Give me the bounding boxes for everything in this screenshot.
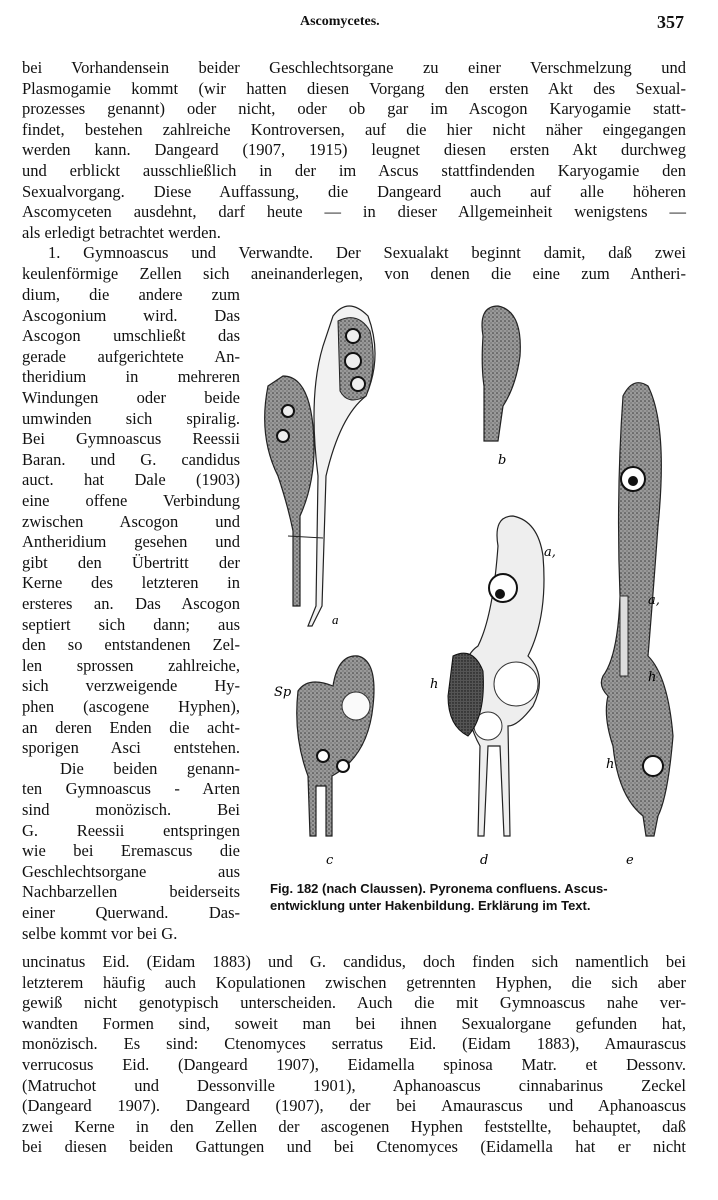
text-line: Bei Gymnoascus Reessii xyxy=(22,429,240,449)
text-line: Ascogonium wird. Das xyxy=(22,305,240,325)
figure-panel-a xyxy=(265,306,375,626)
text-line: Sexualvorgang. Diese Auffassung, die Dangeard auch auf alle höheren xyxy=(22,181,686,201)
figure-182 xyxy=(248,276,688,876)
text-line: wie bei Eremascus die xyxy=(22,841,240,861)
text-line: Die beiden genann- xyxy=(60,758,240,778)
figure-panel-d xyxy=(448,516,544,836)
text-line: len sprossen zahlreiche, xyxy=(22,655,240,675)
figure-caption xyxy=(270,880,690,914)
text-line: monözisch. Es sind: Ctenomyces serratus Eid. (Eidam 1883), Amaurascus xyxy=(22,1034,686,1054)
text-line: zwischen Ascogon und xyxy=(22,511,240,531)
text-line: einer Querwand. Das- xyxy=(22,903,240,922)
caption-line: entwicklung unter Hakenbildung. Erklärung im Text. xyxy=(270,898,591,913)
figure-label: a xyxy=(332,612,339,627)
text-line: zwei Kerne in den Zellen der ascogenen Hyphen feststellte, behauptet, daß xyxy=(22,1116,686,1136)
text-line: gerade aufgerichtete An- xyxy=(22,346,240,366)
text-line: prozesses genannt) oder nicht, oder ob gar im Ascogon Karyogamie statt- xyxy=(22,99,686,119)
text-line: uncinatus Eid. (Eidam 1883) und G. candidus, doch finden sich namentlich bei xyxy=(22,952,686,971)
text-line: dium, die andere zum xyxy=(22,285,240,304)
text-line: eine offene Verbindung xyxy=(22,491,240,510)
figure-panel-c xyxy=(297,656,374,836)
figure-label: a, xyxy=(648,593,660,608)
text-line: findet, bestehen zahlreiche Kontroversen, auf die hier nicht näher eingegangen xyxy=(22,119,686,139)
text-line: an deren Enden die acht- xyxy=(22,717,240,737)
text-line: gibt den Übertritt der xyxy=(22,552,240,572)
figure-label: h xyxy=(648,670,657,685)
text-line: ten Gymnoascus - Arten xyxy=(22,779,240,799)
text-line: G. Reessii entspringen xyxy=(22,820,240,840)
text-line: theridium in mehreren xyxy=(22,367,240,387)
text-line: (Matruchot und Dessonville 1901), Aphanoascus cinnabarinus Zeckel xyxy=(22,1075,686,1095)
page-number: 357 xyxy=(657,12,684,32)
text-line: phen (ascogene Hyphen), xyxy=(22,697,240,716)
text-line: Windungen oder beide xyxy=(22,388,240,407)
figure-label: e xyxy=(626,853,634,868)
text-line: ersteres an. Das Ascogon xyxy=(22,594,240,613)
figure-label: h xyxy=(430,677,439,692)
text-line: als erledigt betrachtet werden. xyxy=(22,222,221,242)
text-line: verrucosus Eid. (Dangeard 1907), Eidamella spinosa Matr. et Dessonv. xyxy=(22,1055,686,1074)
page-header xyxy=(0,14,718,34)
text-line: bei Vorhandensein beider Geschlechtsorgane zu einer Verschmelzung und xyxy=(22,58,686,77)
text-line: umwinden sich spiralig. xyxy=(22,408,240,428)
text-line: sich verzweigende Hy- xyxy=(22,676,240,696)
text-line: (Dangeard 1907). Dangeard (1907), der bei Amaurascus und Aphanoascus xyxy=(22,1096,686,1116)
text-line: bei diesen beiden Gattungen und bei Ctenomyces (Eidamella hat er nicht xyxy=(22,1137,686,1157)
text-line: keulenförmige Zellen sich aneinanderlegen, von denen die eine zum Antheri- xyxy=(22,264,686,283)
text-line: Geschlechtsorgane aus xyxy=(22,861,240,881)
text-line: wandten Formen sind, soweit man bei ihnen Sexualorgane gefunden hat, xyxy=(22,1013,686,1033)
text-line: Ascomyceten ausdehnt, darf heute — in dieser Allgemeinheit wenigstens — xyxy=(22,202,686,222)
text-line: Kerne des letzteren in xyxy=(22,573,240,593)
text-line: sporigen Asci entstehen. xyxy=(22,738,240,758)
text-line: Baran. und G. candidus xyxy=(22,449,240,469)
text-line: letzterem häufig auch Kopulationen zwischen getrennten Hyphen, die sich aber xyxy=(22,972,686,992)
text-line: Nachbarzellen beiderseits xyxy=(22,882,240,902)
caption-line: Fig. 182 (nach Claussen). Pyronema confluens. Ascus- xyxy=(270,881,608,896)
text-line: auct. hat Dale (1903) xyxy=(22,470,240,490)
running-title: Ascomycetes. xyxy=(300,14,380,29)
text-line: selbe kommt vor bei G. xyxy=(22,923,178,943)
figure-label: c xyxy=(326,853,334,868)
text-line: 1. Gymnoascus und Verwandte. Der Sexualakt beginnt damit, daß zwei xyxy=(48,243,686,263)
figure-label: b xyxy=(498,453,507,468)
figure-panel-b xyxy=(482,306,520,441)
text-line: Ascogon umschließt das xyxy=(22,326,240,346)
text-line: den so entstandenen Zel- xyxy=(22,635,240,655)
text-line: werden kann. Dangeard (1907, 1915) leugnet diesen ersten Akt durchweg xyxy=(22,140,686,160)
figure-label: a, xyxy=(544,545,556,560)
figure-label: Sp xyxy=(274,685,292,700)
text-line: und erblickt ausschließlich in der im Ascus stattfindenden Karyogamie den xyxy=(22,161,686,180)
text-line: sind monözisch. Bei xyxy=(22,800,240,819)
figure-label: d xyxy=(480,853,489,868)
text-line: gewiß nicht genotypisch unterscheiden. Auch die mit Gymnoascus nahe ver- xyxy=(22,993,686,1013)
figure-label: h xyxy=(606,757,615,772)
text-line: Antheridium gesehen und xyxy=(22,532,240,552)
text-line: septiert sich dann; aus xyxy=(22,614,240,634)
text-line: Plasmogamie kommt (wir hatten diesen Vorgang den ersten Akt des Sexual- xyxy=(22,78,686,98)
